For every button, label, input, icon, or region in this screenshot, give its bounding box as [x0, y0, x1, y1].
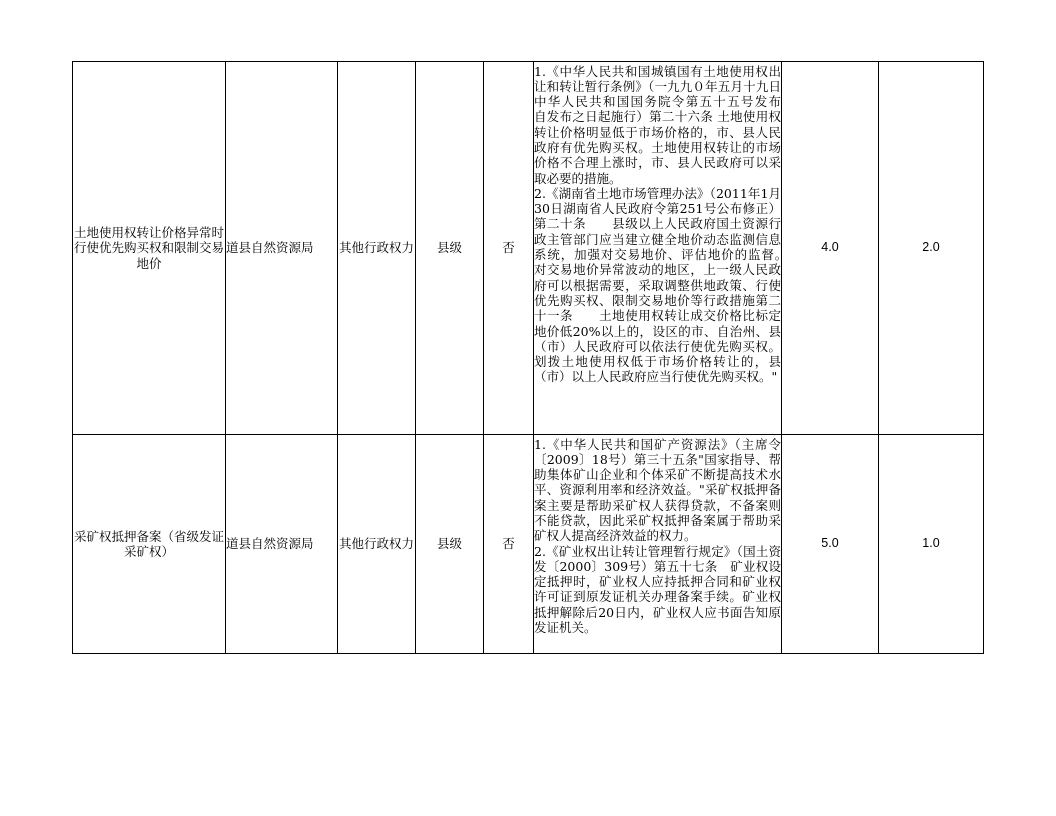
level-cell: 县级 — [416, 62, 484, 435]
value-cell-1: 4.0 — [782, 62, 879, 435]
value-cell-2: 1.0 — [879, 435, 984, 654]
records-table — [72, 61, 984, 654]
table-row — [73, 435, 984, 654]
department-cell: 道县自然资源局 — [226, 62, 338, 435]
item-name-cell: 采矿权抵押备案（省级发证采矿权） — [73, 435, 226, 654]
power-type-cell: 其他行政权力 — [338, 435, 416, 654]
item-name-cell: 土地使用权转让价格异常时行使优先购买权和限制交易地价 — [73, 62, 226, 435]
legal-basis-cell — [534, 62, 782, 435]
legal-basis-text: 1.《中华人民共和国城镇国有土地使用权出让和转让暂行条例》（一九九０年五月十九日中华人民共和国国务院令第五十五号发布 自发布之日起施行）第二十六条 土地使用权转让价格明显低于市场价格的，市、县人民政府有优先购买权。土地使用权转让的市场价格不合理上涨时，市、县人民政府可以采取必要的措施。 2.《湖南省土地市场管理办法》（2011年1月30日湖南省人民政府令第251号公布修正）第二十条 县级以上人民政府国土资源行政主管部门应当建立健全地价动态监测信息系统，加强对交易地价、评估地价的监督。 对交易地价异常波动的地区，上一级人民政府可以根据需要，采取调整供地政策、行使优先购买权、限制交易地价等行政措施第二十一条 土地使用权转让成交价格比标定地价低20%以上的，设区的市、自治州、县（市）人民政府可以依法行使优先购买权。划拨土地使用权低于市场价格转让的，县（市）以上人民政府应当行使优先购买权。" — [534, 63, 781, 385]
flag-cell: 否 — [484, 62, 534, 435]
value-cell-2: 2.0 — [879, 62, 984, 435]
flag-cell: 否 — [484, 435, 534, 654]
level-cell: 县级 — [416, 435, 484, 654]
legal-basis-text: 1.《中华人民共和国矿产资源法》（主席令〔2009〕18号）第三十五条"国家指导、帮助集体矿山企业和个体采矿不断提高技术水平、资源利用率和经济效益。"采矿权抵押备案主要是帮助采矿权人获得贷款，不备案则不能贷款，因此采矿权抵押备案属于帮助采矿权人提高经济效益的权力。 2.《矿业权出让转让管理暂行规定》（国土资发〔2000〕309号）第五十七条 矿业权设定抵押时，矿业权人应持抵押合同和矿业权许可证到原发证机关办理备案手续。矿业权抵押解除后20日内，矿业权人应书面告知原发证机关。 — [534, 436, 781, 636]
department-cell: 道县自然资源局 — [226, 435, 338, 654]
legal-basis-cell — [534, 435, 782, 654]
value-cell-1: 5.0 — [782, 435, 879, 654]
table-row — [73, 62, 984, 435]
power-type-cell: 其他行政权力 — [338, 62, 416, 435]
